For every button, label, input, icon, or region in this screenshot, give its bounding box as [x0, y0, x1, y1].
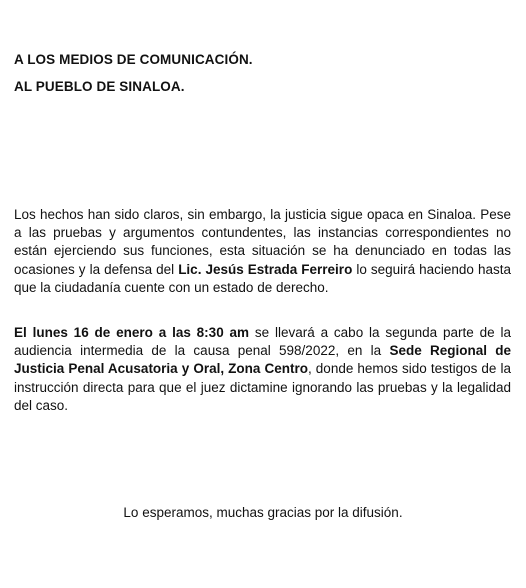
heading-media: A LOS MEDIOS DE COMUNICACIÓN.: [14, 52, 253, 67]
paragraph1-text-b: lo seguirá haciendo hasta que la ciudadanía cuente con un estado de derecho.: [14, 261, 511, 295]
paragraph-justice-statement: [14, 206, 511, 297]
heading-people: AL PUEBLO DE SINALOA.: [14, 79, 185, 94]
paragraph1-text-a: Los hechos han sido claros, sin embargo, la justicia sigue opaca en Sinaloa. Pese a las pruebas y argumentos contundentes, las instancias correspondientes no están ejerciendo sus funciones, esta situación se ha denunciado en todas las ocasiones y la defensa del: [14, 207, 511, 277]
closing-line: Lo esperamos, muchas gracias por la difusión.: [123, 505, 403, 520]
lawyer-name: Lic. Jesús Estrada Ferreiro: [178, 261, 353, 277]
hearing-venue: Sede Regional de Justicia Penal Acusatoria y Oral, Zona Centro: [14, 343, 512, 377]
hearing-date: El lunes 16 de enero a las 8:30 am: [14, 325, 250, 340]
paragraph2-text-b: , donde hemos sido testigos de la instrucción directa para que el juez dictamine ignorando las pruebas y la legalidad del caso.: [14, 361, 511, 413]
paragraph2-text-a: se llevará a cabo la segunda parte de la audiencia intermedia de la causa penal 598/2022, en la: [14, 325, 511, 359]
paragraph-hearing-notice: [14, 324, 511, 415]
